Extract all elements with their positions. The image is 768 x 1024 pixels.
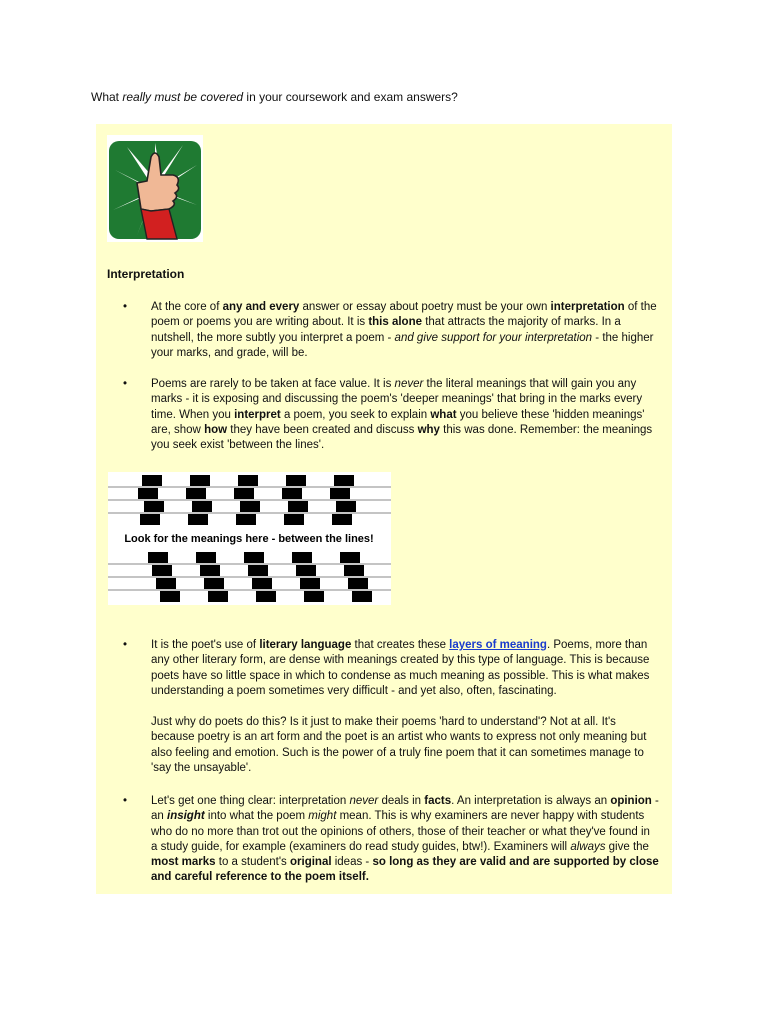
illusion-caption: Look for the meanings here - between the lines! [124, 533, 374, 545]
bullet-face-value: • Poems are rarely to be taken at face value. It is never the literal meanings that will gain you any marks - it is exposing and discussing the poem's 'deeper meanings' that bring in the marks every time. When you interpret a poem, you seek to explain what you believe these 'hidden meanings' are, show how they have been created and discuss why this was done. Remember: the meanings you seek exist 'between the lines'. [123, 378, 653, 452]
bullet-facts-opinion: • Let's get one thing clear: interpretation never deals in facts. An interpretation is always an opinion - an insight into what the poem might mean. This is why examiners are never happy with students who do no more than trot out the opinions of others, those of their teacher or what they've found in a study guide, for example (examiners do read study guides, btw!). Examiners will always give the most marks to a student's original ideas - so long as they are valid and are supported by close and careful reference to the poem itself. [123, 795, 659, 884]
bullet-dot: • [123, 795, 128, 807]
paragraph-why-poets: Just why do poets do this? Is it just to make their poems 'hard to understand'? Not at all. It's because poetry is an art form and the poet is an artist who wants to express not only meaning but also feeling and emotion. Such is the power of a truly fine poem that it can sometimes manage to 'say the unsayable'. [151, 716, 647, 774]
section-title: Interpretation [107, 267, 185, 281]
layers-of-meaning-link[interactable]: layers of meaning [449, 639, 547, 651]
page-question: What really must be covered in your coursework and exam answers? [91, 90, 458, 104]
bullet-dot: • [123, 378, 128, 390]
between-the-lines-illusion-image [108, 472, 391, 605]
thumbs-up-icon [107, 135, 203, 242]
content-panel [96, 124, 672, 894]
bullet-dot: • [123, 639, 128, 651]
bullet-dot: • [123, 301, 128, 313]
bullet-literary-language: • It is the poet's use of literary language that creates these layers of meaning. Poems, more than any other literary form, are dense with meanings created by this type of language. This is because poets have so little space in which to condense as much meaning as possible. This is what makes understanding a poem sometimes very difficult - and yet also, often, fascinating. [123, 639, 650, 697]
bullet-core-interpretation: • At the core of any and every answer or essay about poetry must be your own interpretation of the poem or poems you are writing about. It is this alone that attracts the majority of marks. In a nutshell, the more subtly you interpret a poem - and give support for your interpretation - the higher your marks, and grade, will be. [123, 301, 657, 359]
